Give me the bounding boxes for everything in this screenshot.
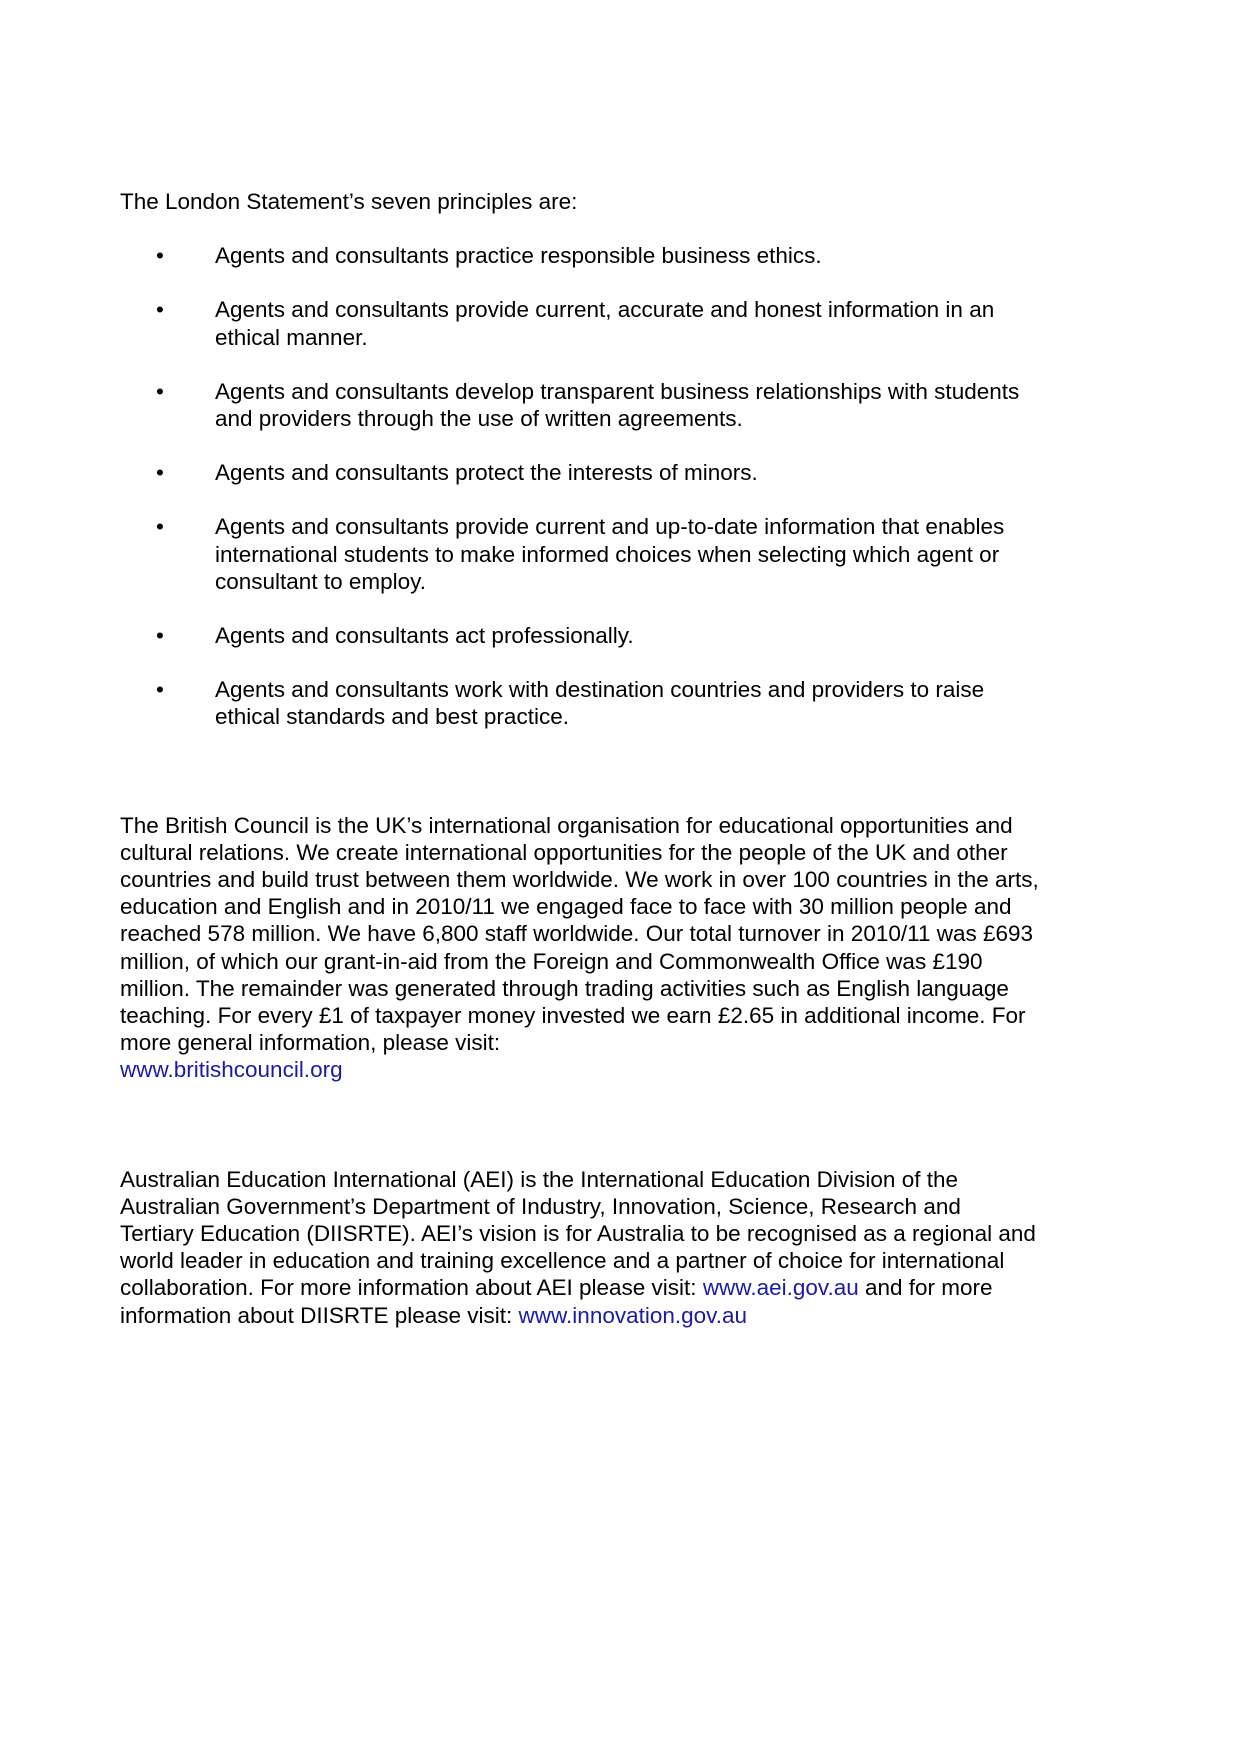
bullet-icon: • [156,677,164,703]
british-council-link[interactable]: www.britishcouncil.org [120,1057,343,1083]
principle-text: Agents and consultants practice responsible business ethics. [215,243,822,269]
aei-link[interactable]: www.aei.gov.au [702,1275,859,1301]
principle-item [120,459,1035,486]
principles-list [120,242,1040,730]
principle-text: Agents and consultants work with destination countries and providers to raise ethical standards and best practice. [215,677,985,730]
british-council-text: The British Council is the UK’s international organisation for educational opportunities and cultural relations. We create international opportunities for the people of the UK and other countries and build trust between them worldwide. We work in over 100 countries in the arts, education and English and in 2010/11 we engaged face to face with 30 million people and reached 578 million. We have 6,800 staff worldwide. Our total turnover in 2010/11 was £693 million, of which our grant-in-aid from the Foreign and Commonwealth Office was £190 million. The remainder was generated through trading activities such as English language teaching. For every £1 of taxpayer money invested we earn £2.65 in additional income. For more general information, please visit: [120,812,1039,1056]
aei-paragraph [120,1166,1040,1329]
principles-intro: The London Statement’s seven principles are: [120,189,578,214]
principle-text: Agents and consultants act professionally. [215,623,634,649]
principle-text: Agents and consultants protect the interests of minors. [215,460,758,486]
innovation-link[interactable]: www.innovation.gov.au [518,1302,748,1328]
principle-text: Agents and consultants develop transparent business relationships with students and providers through the use of written agreements. [215,378,1020,432]
bullet-icon: • [156,460,164,486]
bullet-icon: • [156,378,164,404]
principle-text: Agents and consultants provide current and up-to-date information that enables international students to make informed choices when selecting which agent or consultant to employ. [215,514,1005,594]
bullet-icon: • [156,243,164,269]
principle-item [120,622,1035,649]
bullet-icon: • [156,297,164,323]
principle-item [120,378,1035,432]
british-council-paragraph [120,812,1040,1084]
diisrte-text: and for more information about DIISRTE please visit: [120,1275,993,1328]
document-page [120,188,1040,1329]
principle-item [120,513,1035,595]
principle-text: Agents and consultants provide current, accurate and honest information in an ethical manner. [215,297,995,350]
bullet-icon: • [156,514,164,540]
aei-text: Australian Education International (AEI) is the International Education Division of the Australian Government’s Department of Industry, Innovation, Science, Research and Tertiary Education (DIISRTE). AEI’s vision is for Australia to be recognised as a regional and world leader in education and training excellence and a partner of choice for international collaboration. For more information about AEI please visit: [120,1166,1036,1301]
bullet-icon: • [156,623,164,649]
principle-item [120,676,1035,730]
principle-item [120,242,1035,269]
principle-item [120,296,1035,350]
